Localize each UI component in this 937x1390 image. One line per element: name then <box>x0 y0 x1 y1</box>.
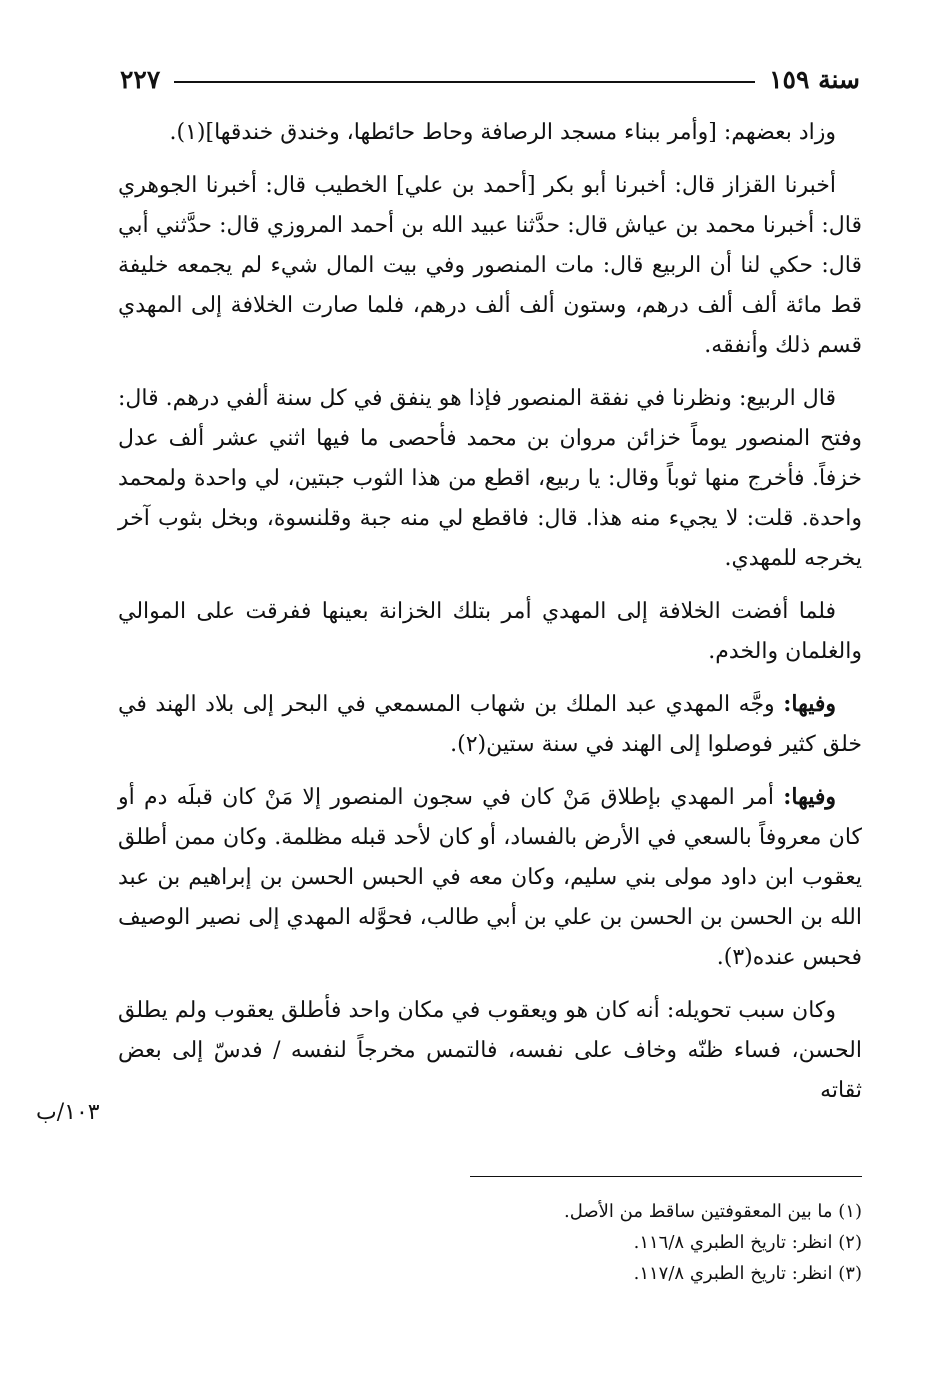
footnote: (١) ما بين المعقوفتين ساقط من الأصل. <box>564 1201 862 1222</box>
paragraph-lead: وفيها: <box>783 784 836 810</box>
footnote: (٢) انظر: تاريخ الطبري ١١٦/٨. <box>633 1232 862 1253</box>
paragraph-lead: وفيها: <box>783 691 836 717</box>
footnote-divider <box>470 1176 862 1177</box>
paragraph-text: فلما أفضت الخلافة إلى المهدي أمر بتلك الخزانة بعينها ففرقت على الموالي والغلمان والخدم. <box>118 599 862 664</box>
paragraph <box>118 165 862 366</box>
paragraph-text: أمر المهدي بإطلاق مَنْ كان في سجون المنصور إلا مَنْ كان قبلَه دم أو كان معروفاً بالسعي في الأرض بالفساد، أو كان لأحد قبله مظلمة. وكان ممن أطلق يعقوب ابن داود مولى بني سليم، وكان معه في الحبس الحسن بن إبراهيم بن عبد الله بن الحسن بن الحسن بن علي بن أبي طالب، فحوَّله المهدي إلى نصير الوصيف فحبس عنده(٣). <box>118 785 862 970</box>
main-text <box>118 112 862 1123</box>
paragraph <box>118 990 862 1111</box>
page-number: ٢٢٧ <box>120 64 161 94</box>
paragraph <box>118 378 862 579</box>
paragraph-text: وجَّه المهدي عبد الملك بن شهاب المسمعي في البحر إلى بلاد الهند في خلق كثير فوصلوا إلى الهند في سنة ستين(٢). <box>118 692 862 757</box>
paragraph <box>118 777 862 978</box>
footnote: (٣) انظر: تاريخ الطبري ١١٧/٨. <box>633 1263 862 1284</box>
paragraph <box>118 684 862 765</box>
page-header <box>120 62 860 96</box>
paragraph-text: قال الربيع: ونظرنا في نفقة المنصور فإذا هو ينفق في كل سنة ألفي درهم. قال: وفتح المنصور يوماً خزائن مروان بن محمد فأحصى ما فيها اثني عشر ألف عدل خزفاً. فأخرج منها ثوباً وقال: يا ربيع، اقطع من هذا الثوب جبتين، لي واحدة ولمحمد واحدة. قلت: لا يجيء منه هذا. قال: فاقطع لي منه جبة وقلنسوة، وبخل بثوب آخر يخرجه للمهدي. <box>118 386 862 571</box>
manuscript-folio-reference: ١٠٣/ب <box>36 1100 100 1125</box>
paragraph-text: أخبرنا القزاز قال: أخبرنا أبو بكر [أحمد بن علي] الخطيب قال: أخبرنا الجوهري قال: أخبرنا محمد بن عياش قال: حدَّثنا عبيد الله بن أحمد المروزي قال: حدَّثني أبي قال: حكي لنا أن الربيع قال: مات المنصور وفي بيت المال شيء لم يجمعه خليفة قط مائة ألف ألف درهم، وستون ألف ألف درهم، فلما صارت الخلافة إلى المهدي قسم ذلك وأنفقه. <box>118 173 862 358</box>
paragraph <box>118 112 862 153</box>
paragraph <box>118 591 862 672</box>
running-head-year: سنة ١٥٩ <box>769 64 860 94</box>
footnotes <box>300 1196 862 1289</box>
paragraph-text: وكان سبب تحويله: أنه كان هو ويعقوب في مكان واحد فأطلق يعقوب ولم يطلق الحسن، فساء ظنّه وخاف على نفسه، فالتمس مخرجاً لنفسه / فدسّ إلى بعض ثقاته <box>118 998 862 1103</box>
header-rule <box>174 81 755 83</box>
paragraph-text: وزاد بعضهم: [وأمر ببناء مسجد الرصافة وحاط حائطها، وخندق خندقها](١). <box>169 120 836 145</box>
